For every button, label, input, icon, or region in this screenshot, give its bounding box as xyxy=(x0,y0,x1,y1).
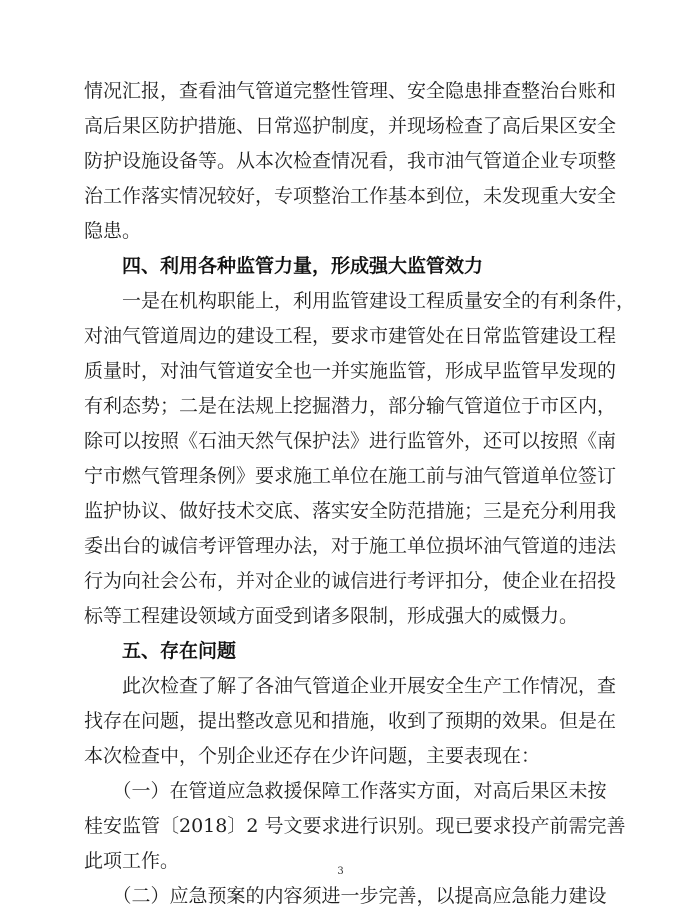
section-heading: 五、存在问题 xyxy=(122,640,237,662)
text-line: 隐患。 xyxy=(84,220,142,242)
text-line: 此次检查了解了各油气管道企业开展安全生产工作情况，查 xyxy=(84,675,617,697)
text-line: 对油气管道周边的建设工程，要求市建管处在日常监管建设工程 xyxy=(84,325,617,347)
text-line: 情况汇报，查看油气管道完整性管理、安全隐患排查整治台账和 xyxy=(84,80,617,102)
text-line: 除可以按照《石油天然气保护法》进行监管外，还可以按照《南 xyxy=(84,430,617,452)
text-line: 有利态势；二是在法规上挖掘潜力，部分输气管道位于市区内， xyxy=(84,395,617,417)
text-line: 一是在机构职能上，利用监管建设工程质量安全的有利条件， xyxy=(84,290,636,312)
text-line: 宁市燃气管理条例》要求施工单位在施工前与油气管道单位签订 xyxy=(84,465,617,487)
section-heading: 四、利用各种监管力量，形成强大监管效力 xyxy=(122,255,484,277)
text-line: （二）应急预案的内容须进一步完善，以提高应急能力建设 xyxy=(84,885,607,907)
document-body xyxy=(84,74,636,914)
text-line: 质量时，对油气管道安全也一并实施监管，形成早监管早发现的 xyxy=(84,360,617,382)
text-line: 本次检查中，个别企业还存在少许问题，主要表现在： xyxy=(84,745,541,767)
text-line: 监护协议、做好技术交底、落实安全防范措施；三是充分利用我 xyxy=(84,500,617,522)
text-line: 行为向社会公布，并对企业的诚信进行考评扣分，使企业在招投 xyxy=(84,570,617,592)
text-line: 找存在问题，提出整改意见和措施，收到了预期的效果。但是在 xyxy=(84,710,617,732)
text-line: 委出台的诚信考评管理办法，对于施工单位损坏油气管道的违法 xyxy=(84,535,617,557)
text-line: 治工作落实情况较好，专项整治工作基本到位，未发现重大安全 xyxy=(84,185,617,207)
text-line: 标等工程建设领域方面受到诸多限制，形成强大的威慑力。 xyxy=(84,605,579,627)
paragraph xyxy=(84,74,617,249)
text-line: 高后果区防护措施、日常巡护制度，并现场检查了高后果区安全 xyxy=(84,115,617,137)
paragraph xyxy=(84,879,607,914)
text-line: 此项工作。 xyxy=(84,850,180,872)
paragraph xyxy=(84,669,617,774)
paragraph xyxy=(84,774,626,879)
text-line: 防护设施设备等。从本次检查情况看，我市油气管道企业专项整 xyxy=(84,150,617,172)
page-number: 3 xyxy=(337,866,344,877)
paragraph xyxy=(84,284,636,634)
text-line: （一）在管道应急救援保障工作落实方面，对高后果区未按 xyxy=(84,780,607,802)
text-line: 桂安监管〔2018〕2 号文要求进行识别。现已要求投产前需完善 xyxy=(84,815,626,837)
